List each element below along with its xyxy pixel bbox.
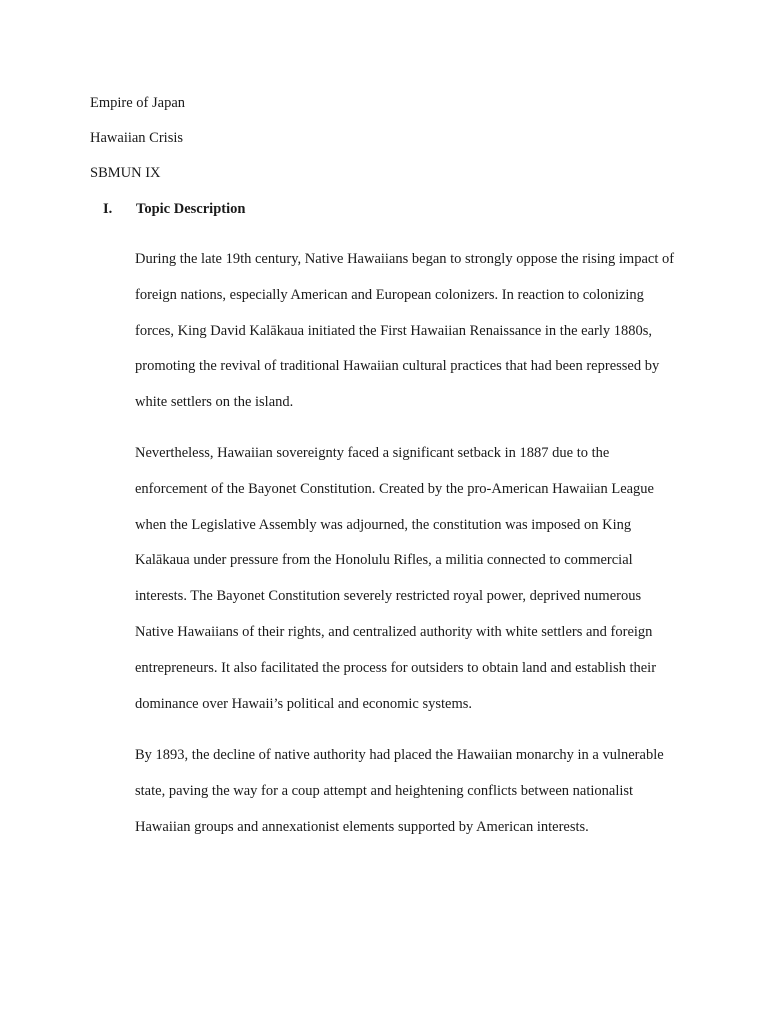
- paragraph-1: During the late 19th century, Native Hawaiians began to strongly oppose the rising impact of foreign nations, especially American and European colonizers. In reaction to colonizing forces, King David Kalākaua initiated the First Hawaiian Renaissance in the early 1880s, promoting the revival of traditional Hawaiian cultural practices that had been repressed by white settlers on the island.: [135, 251, 675, 411]
- paragraph-2: Nevertheless, Hawaiian sovereignty faced a significant setback in 1887 due to the enforcement of the Bayonet Constitution. Created by the pro-American Hawaiian League when the Legislative Assembly was adjourned, the constitution was imposed on King Kalākaua under pressure from the Honolulu Rifles, a militia connected to commercial interests. The Bayonet Constitution severely restricted royal power, deprived numerous Native Hawaiians of their rights, and centralized authority with white settlers and foreign entrepreneurs. It also facilitated the process for outsiders to obtain land and establish their dominance over Hawaii’s political and economic systems.: [135, 445, 657, 712]
- paragraph-3: By 1893, the decline of native authority had placed the Hawaiian monarchy in a vulnerable state, paving the way for a coup attempt and heightening conflicts between nationalist Hawaiian groups and annexationist elements supported by American interests.: [135, 747, 664, 835]
- section-heading: [103, 200, 245, 218]
- delegation-name: Empire of Japan: [90, 95, 186, 111]
- committee-name: Hawaiian Crisis: [90, 130, 184, 146]
- conference-name: SBMUN IX: [90, 165, 161, 181]
- section-title: Topic Description: [136, 201, 246, 217]
- section-number: I.: [103, 201, 113, 217]
